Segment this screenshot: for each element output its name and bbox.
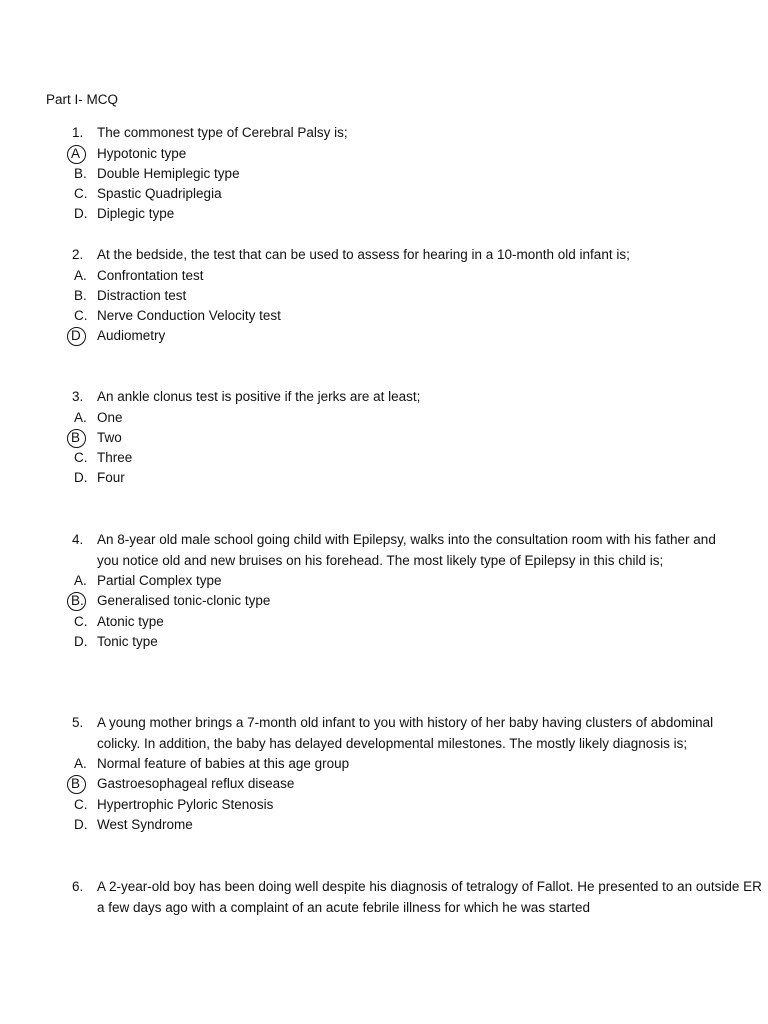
option-text: One <box>97 409 123 425</box>
option-text: Tonic type <box>97 633 158 649</box>
selected-answer-option <box>0 591 768 611</box>
option-letter: C. <box>74 796 88 812</box>
question-stem <box>0 877 762 918</box>
question-block <box>0 877 768 918</box>
question-text: An 8-year old male school going child with Epilepsy, walks into the consultation room with his father and you notice old and new bruises on his forehead. The most likely type of Epilepsy in this child is; <box>97 532 716 568</box>
question-number: 6. <box>72 879 84 894</box>
option-letter: A. <box>74 409 87 425</box>
question-text: A 2-year-old boy has been doing well despite his diagnosis of tetralogy of Fallot. He presented to an outside ER a few days ago with a complaint of an acute febrile illness for which he was started <box>97 879 762 915</box>
option-text: Confrontation test <box>97 267 204 283</box>
answer-option <box>0 204 768 224</box>
question-number: 1. <box>72 125 84 140</box>
option-text: Audiometry <box>97 328 166 344</box>
option-letter: D. <box>74 633 88 649</box>
option-text: Atonic type <box>97 613 164 629</box>
answer-option <box>0 164 768 184</box>
option-text: Double Hemiplegic type <box>97 165 240 181</box>
answer-option <box>0 795 768 815</box>
option-text: Nerve Conduction Velocity test <box>97 308 281 324</box>
option-letter: D. <box>74 470 88 486</box>
option-letter: C. <box>74 186 88 202</box>
selected-answer-option <box>0 774 768 794</box>
option-text: Spastic Quadriplegia <box>97 186 222 202</box>
option-text: Normal feature of babies at this age group <box>97 756 350 771</box>
circled-option-letter: B <box>71 774 80 794</box>
answer-option <box>0 408 768 428</box>
selected-answer-option <box>0 144 768 164</box>
question-number: 5. <box>72 715 84 730</box>
question-number: 4. <box>72 532 84 547</box>
question-block <box>0 713 768 835</box>
option-text: Three <box>97 450 133 466</box>
answer-option <box>0 286 768 306</box>
question-stem <box>0 530 737 571</box>
option-text: West Syndrome <box>97 816 193 832</box>
section-heading: Part I- MCQ <box>46 92 119 107</box>
answer-option <box>0 448 768 468</box>
option-letter: A. <box>74 267 87 283</box>
answer-option <box>0 612 768 632</box>
circled-option-letter: A <box>71 144 80 164</box>
question-stem <box>0 387 768 408</box>
option-text: Four <box>97 470 125 486</box>
option-text: Diplegic type <box>97 206 175 222</box>
circled-option-letter: B <box>71 428 80 448</box>
option-text: Generalised tonic-clonic type <box>97 593 271 609</box>
question-block <box>0 123 768 225</box>
question-stem <box>0 123 768 144</box>
circled-option-letter: B. <box>71 591 84 611</box>
option-letter: C. <box>74 613 88 629</box>
answer-option <box>0 306 768 326</box>
answer-option <box>0 266 768 286</box>
option-letter: A. <box>74 756 87 771</box>
option-letter: D. <box>74 206 88 222</box>
option-text: Two <box>97 429 122 445</box>
option-text: Hypertrophic Pyloric Stenosis <box>97 796 274 812</box>
circled-option-letter: D <box>71 326 81 346</box>
question-text: The commonest type of Cerebral Palsy is; <box>97 125 348 140</box>
question-number: 2. <box>72 247 84 262</box>
answer-option <box>0 468 768 488</box>
option-letter: D. <box>74 816 88 832</box>
answer-option <box>0 184 768 204</box>
question-block <box>0 387 768 489</box>
question-text: At the bedside, the test that can be used to assess for hearing in a 10-month old infant is; <box>97 247 630 262</box>
question-text: A young mother brings a 7-month old infant to you with history of her baby having clusters of abdominal colicky. In addition, the baby has delayed developmental milestones. The mostly likely diagnosis is; <box>97 715 714 751</box>
selected-answer-option <box>0 428 768 448</box>
answer-option <box>0 815 768 835</box>
question-block <box>0 245 768 347</box>
option-letter: C. <box>74 308 88 324</box>
question-stem <box>0 713 737 754</box>
option-text: Partial Complex type <box>97 573 222 588</box>
option-letter: B. <box>74 165 87 181</box>
question-block <box>0 530 768 652</box>
option-letter: A. <box>74 573 87 588</box>
question-text: An ankle clonus test is positive if the jerks are at least; <box>97 389 421 404</box>
selected-answer-option <box>0 326 768 346</box>
option-letter: C. <box>74 450 88 466</box>
option-text: Distraction test <box>97 287 187 303</box>
answer-option <box>0 571 768 591</box>
option-letter: B. <box>74 287 87 303</box>
question-stem <box>0 245 768 266</box>
answer-option <box>0 632 768 652</box>
option-text: Hypotonic type <box>97 145 187 161</box>
answer-option <box>0 754 768 774</box>
question-number: 3. <box>72 389 84 404</box>
option-text: Gastroesophageal reflux disease <box>97 776 295 792</box>
